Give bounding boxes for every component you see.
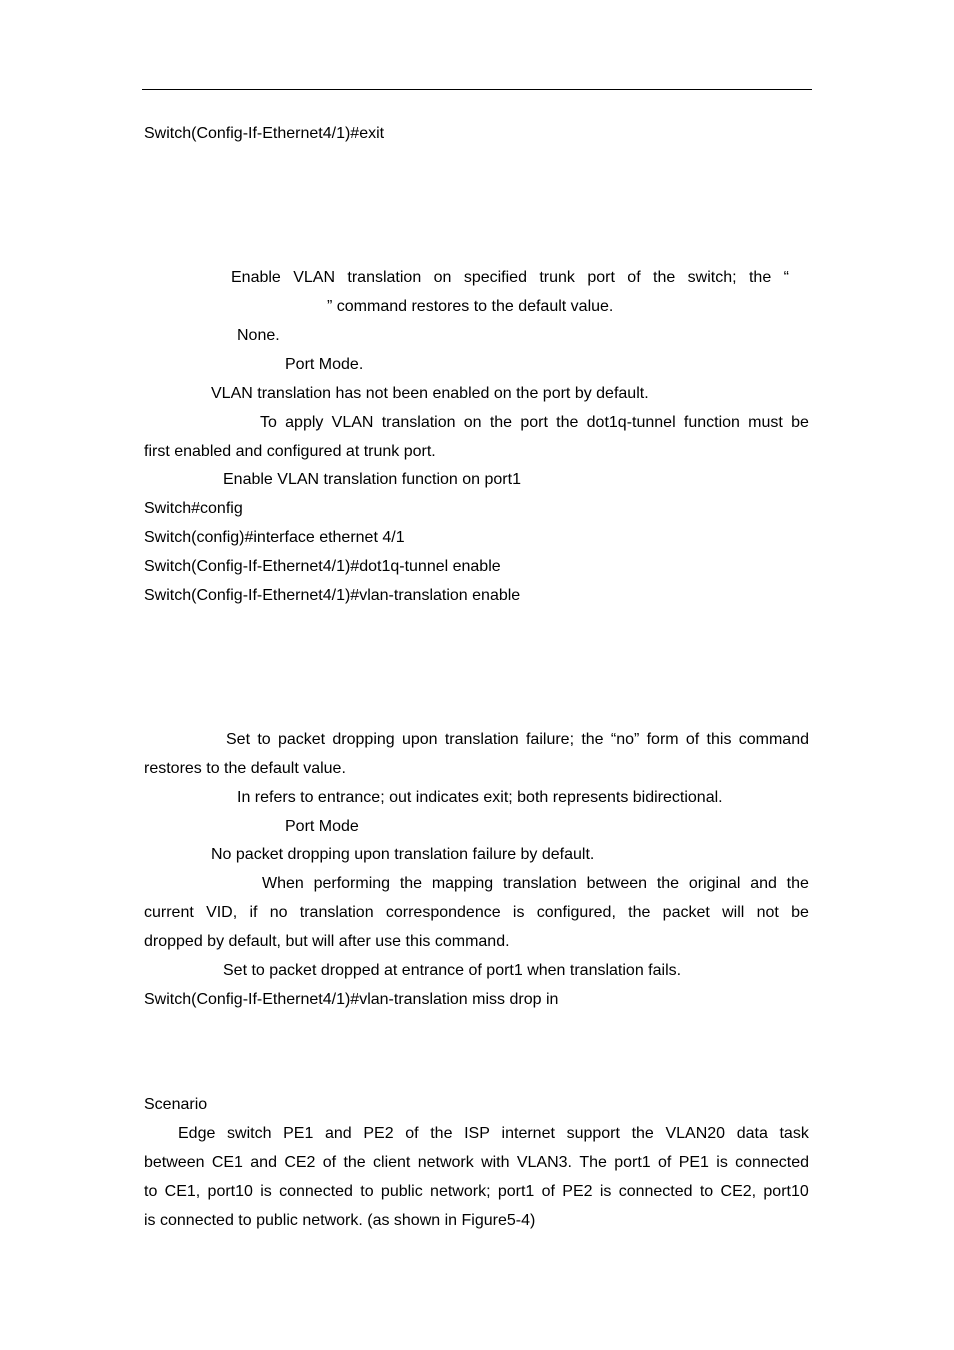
word: between [586, 875, 648, 892]
example-command-3: Switch(Config-If-Ethernet4/1)#dot1q-tunnel enable [144, 558, 501, 575]
word: support [566, 1125, 620, 1142]
word: of [685, 731, 700, 748]
word: the [489, 414, 513, 431]
word: the [430, 1125, 453, 1142]
word: to [144, 1183, 158, 1200]
word: client [373, 1154, 411, 1171]
word: “ [783, 269, 789, 286]
word: CE1 [211, 1154, 243, 1171]
word: port10 [763, 1183, 809, 1200]
word: When [262, 875, 304, 892]
word: is [260, 1183, 272, 1200]
word: will [722, 904, 745, 921]
word: configured, [536, 904, 616, 921]
word: the [343, 1154, 366, 1171]
word: CE2, [720, 1183, 757, 1200]
word: is [716, 1154, 728, 1171]
word: connected [618, 1183, 693, 1200]
word: switch [227, 1125, 272, 1142]
word: trunk [539, 269, 575, 286]
usage-line-1 [262, 874, 809, 894]
word: this [706, 731, 732, 748]
word: port [587, 269, 615, 286]
word: connected [735, 1154, 809, 1171]
word: is [599, 1183, 612, 1200]
header-rule [142, 89, 812, 90]
word: translation [347, 269, 422, 286]
word: on [433, 269, 452, 286]
word: not [756, 904, 779, 921]
word: function [683, 414, 740, 431]
word: is [512, 904, 525, 921]
word: connected [279, 1183, 353, 1200]
word: translation [381, 414, 456, 431]
word: task [779, 1125, 809, 1142]
word: port1 [614, 1154, 651, 1171]
word: VID, [206, 904, 238, 921]
word: dot1q-tunnel [586, 414, 676, 431]
word: PE1 [678, 1154, 709, 1171]
word: command [738, 731, 809, 748]
word: data [736, 1125, 768, 1142]
word: of [405, 1125, 419, 1142]
top-command-line: Switch(Config-If-Ethernet4/1)#exit [144, 125, 385, 142]
example-command-2: Switch(config)#interface ethernet 4/1 [144, 529, 405, 546]
word: VLAN3. [516, 1154, 572, 1171]
function-line-1 [226, 730, 809, 750]
word: the [786, 875, 809, 892]
word: “no” [610, 731, 640, 748]
word: VLAN [331, 414, 374, 431]
word: internet [501, 1125, 555, 1142]
scenario-line-1 [178, 1124, 809, 1144]
word: must [748, 414, 783, 431]
word: the [631, 1125, 654, 1142]
word: the [656, 875, 680, 892]
word: correspondence [385, 904, 501, 921]
example-command-4: Switch(Config-If-Ethernet4/1)#vlan-translation enable [144, 587, 521, 604]
word: PE1 [283, 1125, 314, 1142]
usage-line-3: dropped by default, but will after use this command. [144, 933, 510, 950]
word: to [257, 731, 271, 748]
word: port10 [207, 1183, 253, 1200]
word: PE2 [363, 1125, 394, 1142]
word: VLAN20 [665, 1125, 726, 1142]
word: the [748, 269, 772, 286]
word: apply [285, 414, 324, 431]
scenario-heading: Scenario [144, 1096, 208, 1113]
word: of [541, 1183, 555, 1200]
parameter-text: In refers to entrance; out indicates exit; both represents bidirectional. [237, 789, 723, 806]
example-command-1: Switch#config [144, 500, 243, 517]
word: of [658, 1154, 672, 1171]
usage-line-2 [144, 903, 809, 923]
word: translation [502, 875, 577, 892]
word: switch; [687, 269, 737, 286]
word: ISP [464, 1125, 490, 1142]
word: packet [662, 904, 710, 921]
example-text: Set to packet dropped at entrance of port1 when translation fails. [223, 962, 682, 979]
word: no [269, 904, 288, 921]
word: be [791, 414, 809, 431]
usage-line-1 [260, 413, 809, 433]
word: of [322, 1154, 337, 1171]
command-mode-text: Port Mode. [285, 356, 364, 373]
word: mapping [431, 875, 494, 892]
example-command-1: Switch(Config-If-Ethernet4/1)#vlan-translation miss drop in [144, 991, 559, 1008]
word: port1 [497, 1183, 535, 1200]
word: The [579, 1154, 607, 1171]
word: the [399, 875, 423, 892]
word: network [417, 1154, 474, 1171]
word: the [628, 904, 651, 921]
word: performing [313, 875, 391, 892]
word: PE2 [562, 1183, 593, 1200]
word: CE1, [164, 1183, 201, 1200]
function-line-2: ” command restores to the default value. [327, 298, 614, 315]
scenario-line-4: is connected to public network. (as shown in Figure5-4) [144, 1212, 536, 1229]
word: Enable [231, 269, 281, 286]
word: failure; [525, 731, 575, 748]
word: dropping [332, 731, 395, 748]
scenario-line-2 [144, 1153, 809, 1173]
word: the [556, 414, 579, 431]
word: be [791, 904, 809, 921]
command-mode-text: Port Mode [285, 818, 359, 835]
word: and [325, 1125, 352, 1142]
word: VLAN [293, 269, 336, 286]
word: to [360, 1183, 374, 1200]
word: on [463, 414, 482, 431]
word: Edge [178, 1125, 216, 1142]
word: to [699, 1183, 714, 1200]
word: with [481, 1154, 510, 1171]
word: port [520, 414, 548, 431]
word: and [750, 875, 777, 892]
word: translation [444, 731, 519, 748]
word: the [653, 269, 676, 286]
word: translation [299, 904, 374, 921]
word: CE2 [284, 1154, 316, 1171]
usage-line-2: first enabled and configured at trunk port. [144, 443, 436, 460]
word: form [646, 731, 679, 748]
word: network; [430, 1183, 491, 1200]
word: and [250, 1154, 277, 1171]
function-line-2: restores to the default value. [144, 760, 346, 777]
word: packet [277, 731, 326, 748]
word: of [627, 269, 641, 286]
word: if [249, 904, 258, 921]
default-text: VLAN translation has not been enabled on the port by default. [211, 385, 649, 402]
parameter-text: None. [237, 327, 280, 344]
word: Set [226, 731, 251, 748]
word: upon [401, 731, 438, 748]
word: To [260, 414, 277, 431]
word: between [144, 1154, 205, 1171]
default-text: No packet dropping upon translation failure by default. [211, 846, 595, 863]
scenario-line-3 [144, 1182, 809, 1202]
word: specified [463, 269, 527, 286]
word: original [688, 875, 741, 892]
word: current [144, 904, 194, 921]
word: public [380, 1183, 423, 1200]
function-line-1 [231, 268, 789, 288]
example-text: Enable VLAN translation function on port1 [223, 471, 521, 488]
word: the [581, 731, 604, 748]
